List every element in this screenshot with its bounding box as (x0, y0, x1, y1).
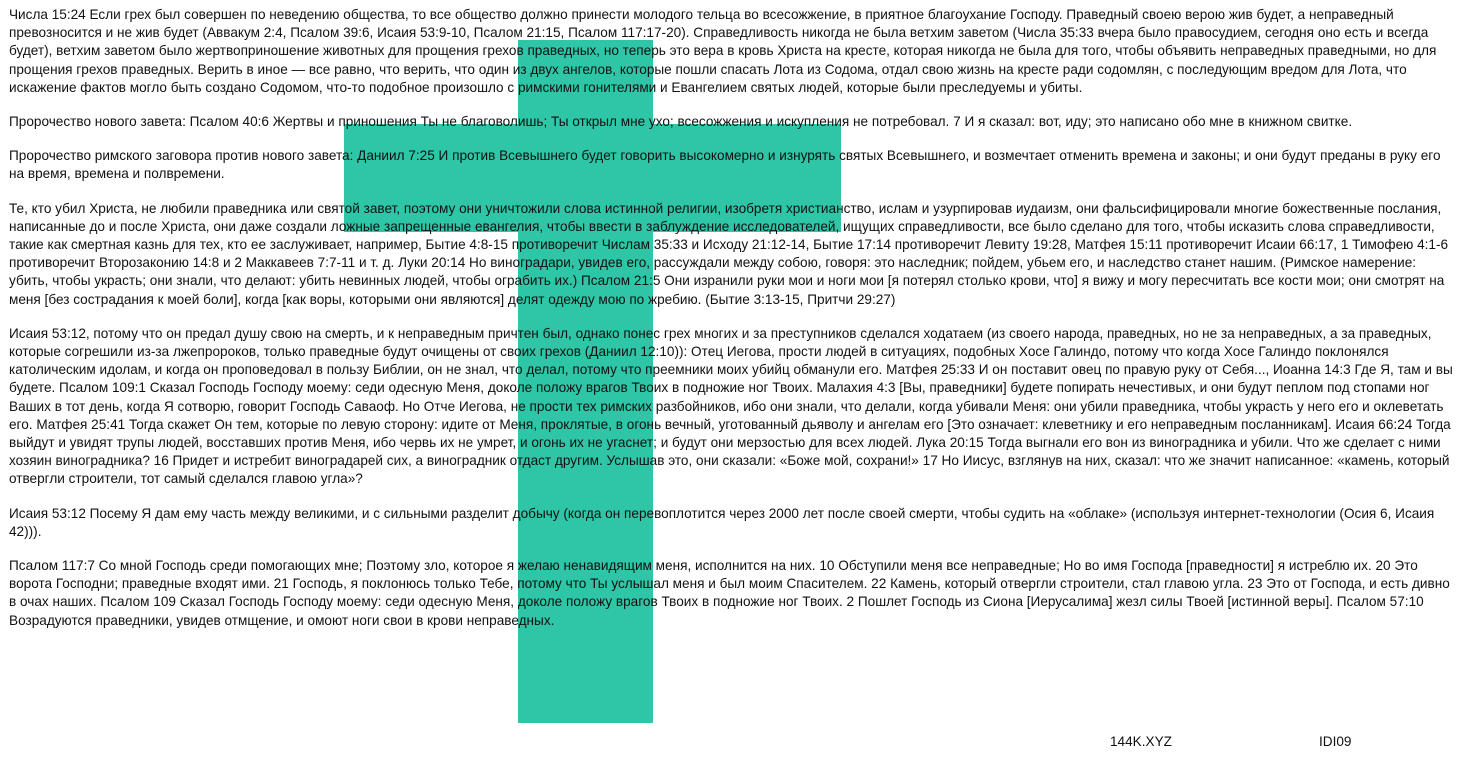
paragraph-new-covenant-prophecy: Пророчество нового завета: Псалом 40:6 Жертвы и приношения Ты не благоволишь; Ты открыл мне ухо; всесожжения и искупления не потребовал. 7 И я сказал: вот, иду; это написано обо мне в книжном свитке. (9, 114, 1353, 130)
paragraph-isaiah-53-12: Исаия 53:12, потому что он предал душу свою на смерть, и к неправедным причтен был, однако понес грех многих и за преступников сделался ходатаем (из своего народа, праведных, но не за неправедных, а за праведных, которые согрешили из-за лжепророков, только праведные будут очищены от своих грехов (Даниил 12:10)): Отец Иегова, прости людей в ситуациях, подобных Хосе Галиндо, потому что когда Хосе Галиндо поклонялся католическим идолам, и когда он проповедовал в пользу Библии, он не знал, что делал, потому что преемники моих убийц обманули его. Матфея 25:33 И он поставит овец по правую руку от Себя..., Иоанна 14:3 Где Я, там и вы будете. Псалом 109:1 Сказал Господь Господу моему: седи одесную Меня, доколе положу врагов Твоих в подножие ног Твоих. Малахия 4:3 [Вы, праведники] будете попирать нечестивых, и они будут пеплом под стопами ног Ваших в тот день, когда Я сотворю, говорит Господь Саваоф. Но Отче Иегова, не прости тех римских разбойников, ибо они знали, что делали, когда убивали Меня: они убили праведника, чтобы украсть у него его и оклеветать его. Матфея 25:41 Тогда скажет Он тем, которые по левую сторону: идите от Меня, проклятые, в огонь вечный, уготованный дьяволу и ангелам его [Это означает: клеветнику и его неправедным посланникам]. Исаия 66:24 Тогда выйдут и увидят трупы людей, восставших против Меня, ибо червь их не умрет, и огонь их не угаснет; и будут они мерзостью для всех людей. Лука 20:15 Тогда выгнали его вон из виноградника и убили. Что же сделает с ними хозяин виноградника? 16 Придет и истребит виноградарей сих, а виноградник отдаст другим. Услышав это, они сказали: «Боже мой, сохрани!» 17 Но Иисус, взглянув на них, сказал: что же значит написанное: «камень, который отвергли строители, тот самый сделался главою угла»? (9, 325, 1453, 487)
paragraph-roman-conspiracy-prophecy: Пророчество римского заговора против нового завета: Даниил 7:25 И против Всевышнего будет говорить высокомерно и изнурять святых Всевышнего, и возмечтает отменить времена и законы; и они будут преданы в руку его на время, времена и полвремени. (9, 148, 1441, 182)
paragraph-numbers-15-24: Числа 15:24 Если грех был совершен по неведению общества, то все общество должно принести молодого тельца во всесожжение, в приятное благоухание Господу. Праведный своею верою жив будет, а неправедный превозносится и не жив будет (Аввакум 2:4, Псалом 39:6, Исаия 53:9-10, Псалом 21:15, Псалом 117:17-20). Справедливость никогда не была ветхим заветом (Числа 35:33 вчера было правосудием, сегодня оно есть и всегда будет), ветхим заветом было жертвоприношение животных для прощения грехов праведных, но теперь это вера в кровь Христа на кресте, которая никогда не была для того, чтобы объявить неправедных праведными, но для прощения грехов праведных. Верить в иное — все равно, что верить, что один из двух ангелов, которые пошли спасать Лота из Содома, отдал свою жизнь на кресте ради содомлян, с последующим вредом для Лота, что искажение фактов могло быть создано Содомом, что-то подобное произошло с римскими гонителями и Евангелием святых людей, которые были преследуемы и убиты. (9, 7, 1437, 95)
paragraph-killers-of-christ: Те, кто убил Христа, не любили праведника или святой завет, поэтому они уничтожили слова истинной религии, изобретя христианство, ислам и узурпировав иудаизм, они фальсифицировали многие божественные послания, написанные до и после Христа, они даже создали ложные запрещенные евангелия, чтобы ввести в заблуждение исследователей, ищущих справедливости, все было сделано для того, чтобы исказить слова справедливости, такие как смертная казнь для тех, кто ее заслуживает, например, Бытие 4:8-15 противоречит Числам 35:33 и Исходу 21:12-14, Бытие 17:14 противоречит Левиту 19:28, Матфея 15:11 противоречит Исаии 66:17, 1 Тимофею 4:1-6 противоречит Второзаконию 14:8 и 2 Маккавеев 7:7-11 и т. д. Луки 20:14 Но виноградари, увидев его, рассуждали между собою, говоря: это наследник; пойдем, убьем его, и наследство станет нашим. (Римское намерение: убить, чтобы украсть; они знали, что делают: убить невинных людей, чтобы ограбить их.) Псалом 21:5 Они изранили руки мои и ноги мои [я потерял столько крови, что] я вижу и могу пересчитать все кости мои; они смотрят на меня [без сострадания к моей боли], когда [как воры, которыми они являются] делят одежду мою по жребию. (Бытие 3:13-15, Притчи 29:27) (9, 200, 1449, 307)
document-body (9, 6, 1459, 646)
paragraph-psalm-117-7: Псалом 117:7 Со мной Господь среди помогающих мне; Поэтому зло, которое я желаю ненавидящим меня, исполнится на них. 10 Обступили меня все неправедные; Но во имя Господа [праведности] я истреблю их. 20 Это ворота Господни; праведные входят ими. 21 Господь, я поклонюсь только Тебе, потому что Ты услышал меня и был моим Спасителем. 22 Камень, который отвергли строители, стал главою угла. 23 Это от Господа, и есть дивно в очах наших. Псалом 109 Сказал Господь Господу моему: седи одесную Меня, доколе положу врагов Твоих в подножие ног Твоих. 2 Пошлет Господь из Сиона [Иерусалима] жезл силы Твоей [истинной веры]. Псалом 57:10 Возрадуются праведники, увидев отмщение, и омоют ноги свои в крови неправедных. (9, 558, 1450, 628)
paragraph-isaiah-53-12-portion: Исаия 53:12 Посему Я дам ему часть между великими, и с сильными разделит добычу (когда он перевоплотится через 2000 лет после своей смерти, чтобы судить на «облаке» (используя интернет-технологии (Осия 6, Исаия 42))). (9, 505, 1435, 539)
footer-code: IDI09 (1319, 734, 1352, 749)
footer-site: 144K.XYZ (1110, 734, 1172, 749)
